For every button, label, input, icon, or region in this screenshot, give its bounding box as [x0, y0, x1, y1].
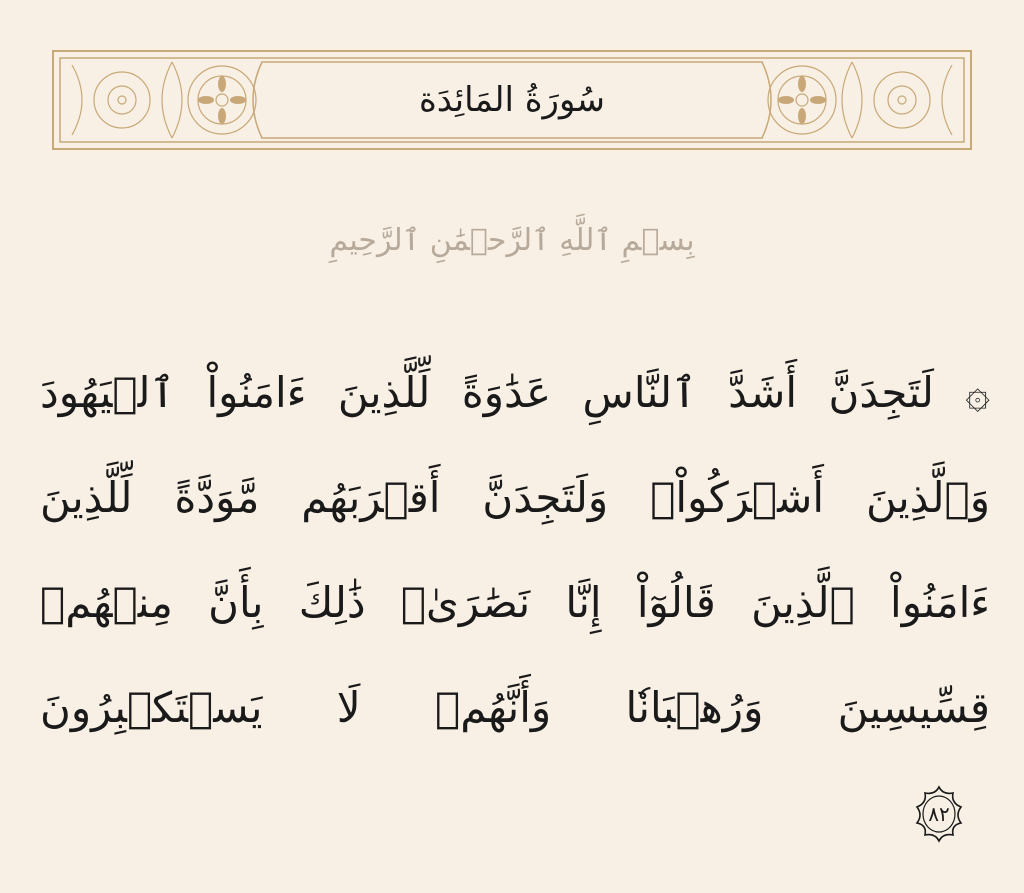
verse-line: ءَامَنُواْ ٱلَّذِينَ قَالُوٓاْ إِنَّا نَصَٰرَىٰۚ ذَٰلِكَ بِأَنَّ مِنۡهُمۡ — [40, 578, 990, 627]
basmala: بِسۡمِ ٱللَّهِ ٱلرَّحۡمَٰنِ ٱلرَّحِيمِ — [329, 222, 695, 258]
verse-line: قِسِّيسِينَ وَرُهۡبَانٗا وَأَنَّهُمۡ لَا يَسۡتَكۡبِرُونَ — [40, 683, 990, 732]
verse-text — [40, 340, 990, 760]
verse-line: ۞ لَتَجِدَنَّ أَشَدَّ ٱلنَّاسِ عَدَٰوَةً لِّلَّذِينَ ءَامَنُواْ ٱلۡيَهُودَ — [40, 368, 990, 417]
verse-line: وَٱلَّذِينَ أَشۡرَكُواْۖ وَلَتَجِدَنَّ أَقۡرَبَهُم مَّوَدَّةً لِّلَّذِينَ — [40, 473, 990, 522]
surah-title: سُورَةُ المَائِدَة — [418, 80, 606, 120]
ayah-number: ٨٢ — [928, 802, 950, 826]
